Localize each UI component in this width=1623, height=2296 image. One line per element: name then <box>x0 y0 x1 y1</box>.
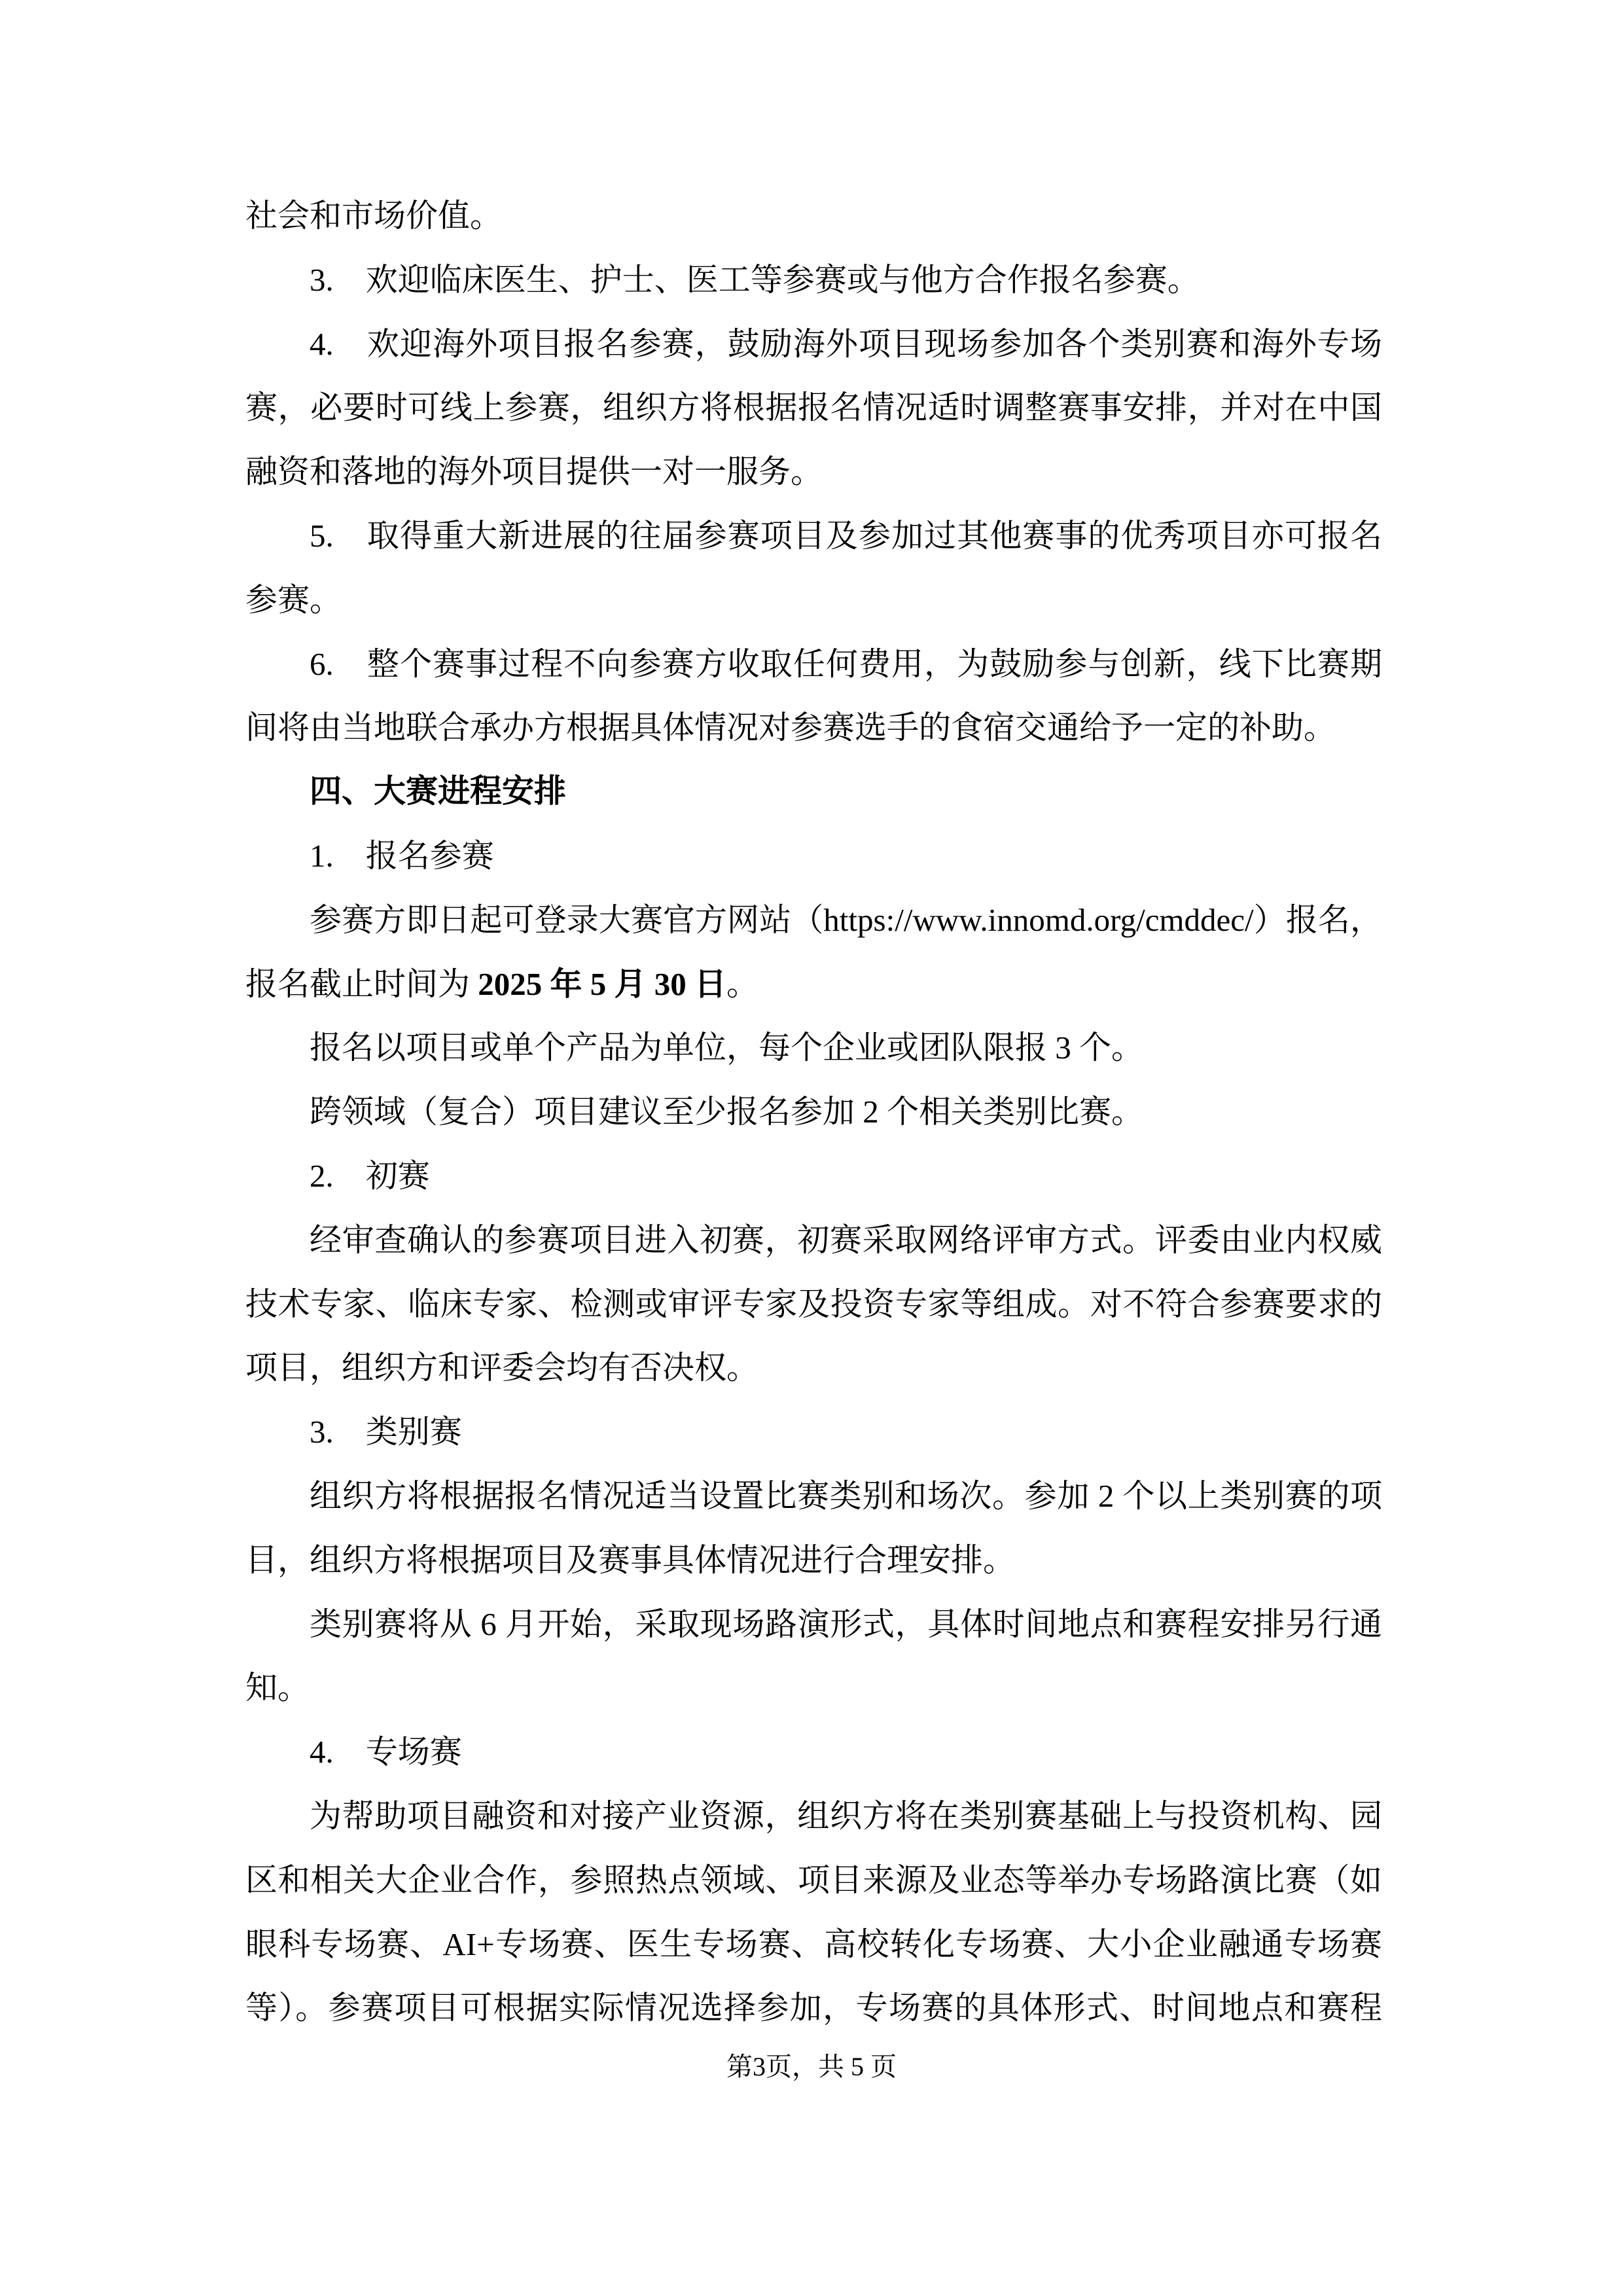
text-run: 。 <box>726 965 759 1002</box>
text-line: 等）。参赛项目可根据实际情况选择参加，专场赛的具体形式、时间地点和赛程 <box>245 1990 1382 2026</box>
page-number: 第3页，共 5 页 <box>726 2052 897 2081</box>
text-line: 间将由当地联合承办方根据具体情况对参赛选手的食宿交通给予一定的补助。 <box>245 709 1336 746</box>
list-item: 5. 取得重大新进展的往届参赛项目及参加过其他赛事的优秀项目亦可报名 <box>310 517 1382 554</box>
text-line: 参赛。 <box>245 581 342 618</box>
text-line: 赛，必要时可线上参赛，组织方将根据报名情况适时调整赛事安排，并对在中国 <box>245 389 1382 426</box>
text-line: 区和相关大企业合作，参照热点领域、项目来源及业态等举办专场路演比赛（如 <box>245 1861 1382 1898</box>
section-heading: 四、大赛进程安排 <box>310 774 567 810</box>
text-line: 经审查确认的参赛项目进入初赛，初赛采取网络评审方式。评委由业内权威 <box>310 1221 1382 1258</box>
list-item: 2. 初赛 <box>310 1157 430 1194</box>
document-body <box>245 184 1382 2040</box>
deadline-date: 2025 年 5 月 30 日 <box>478 965 727 1002</box>
list-item: 4. 专场赛 <box>310 1734 462 1770</box>
text-run: 报名截止时间为 <box>245 965 478 1002</box>
text-line: 融资和落地的海外项目提供一对一服务。 <box>245 454 823 490</box>
list-item: 3. 欢迎临床医生、护士、医工等参赛或与他方合作报名参赛。 <box>310 261 1200 298</box>
text-line: 社会和市场价值。 <box>245 198 503 234</box>
text-line <box>245 952 1382 1016</box>
text-line: 参赛方即日起可登录大赛官方网站（https://www.innomd.org/cmddec/）报名， <box>310 901 1382 938</box>
list-item: 6. 整个赛事过程不向参赛方收取任何费用，为鼓励参与创新，线下比赛期 <box>310 645 1382 682</box>
text-line: 眼科专场赛、AI+专场赛、医生专场赛、高校转化专场赛、大小企业融通专场赛 <box>245 1926 1382 1962</box>
text-line: 目，组织方将根据项目及赛事具体情况进行合理安排。 <box>245 1541 1016 1578</box>
text-line: 类别赛将从 6 月开始，采取现场路演形式，具体时间地点和赛程安排另行通 <box>310 1605 1382 1642</box>
text-line: 为帮助项目融资和对接产业资源，组织方将在类别赛基础上与投资机构、园 <box>310 1797 1382 1834</box>
text-line: 知。 <box>245 1670 310 1706</box>
list-item: 1. 报名参赛 <box>310 837 494 874</box>
text-line: 组织方将根据报名情况适当设置比赛类别和场次。参加 2 个以上类别赛的项 <box>310 1477 1382 1514</box>
list-item: 4. 欢迎海外项目报名参赛，鼓励海外项目现场参加各个类别赛和海外专场 <box>310 325 1382 362</box>
list-item: 3. 类别赛 <box>310 1414 462 1450</box>
text-line: 技术专家、临床专家、检测或审评专家及投资专家等组成。对不符合参赛要求的 <box>245 1285 1382 1322</box>
text-line: 报名以项目或单个产品为单位，每个企业或团队限报 3 个。 <box>310 1030 1144 1066</box>
text-line: 项目，组织方和评委会均有否决权。 <box>245 1350 759 1386</box>
text-line: 跨领域（复合）项目建议至少报名参加 2 个相关类别比赛。 <box>310 1094 1144 1130</box>
